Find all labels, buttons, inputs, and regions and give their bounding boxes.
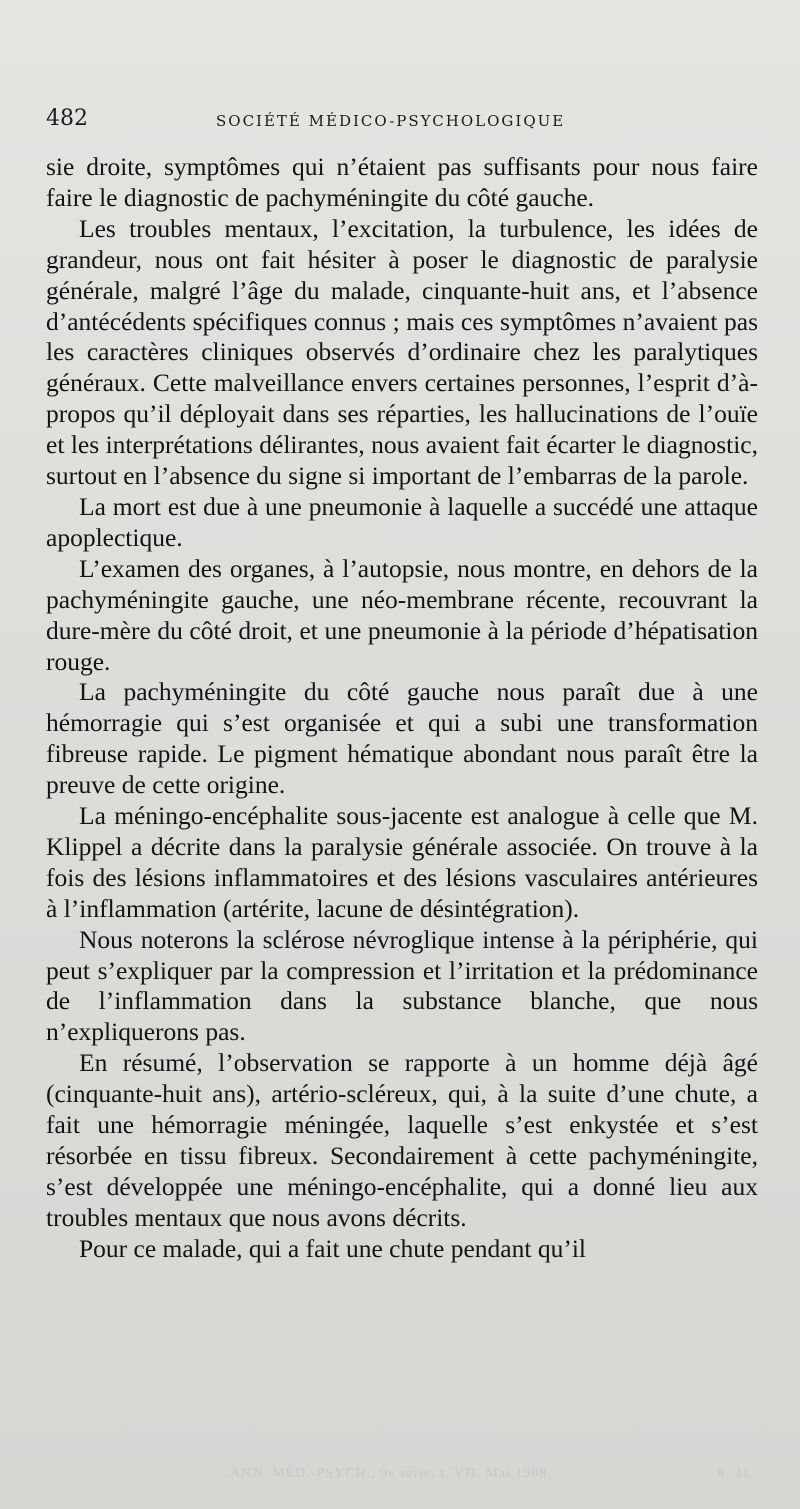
footer-note: ANN. MÉD.-PSYCH., 9e série, t. VII. Mai 1908. — [230, 1466, 552, 1481]
paragraph: Nous noterons la sclérose névroglique intense à la périphérie, qui peut s’expliquer par la compression et l’irritation et la prédominance de l’inflammation dans la substance blanche, que nous n’expliquerons pas. — [46, 924, 758, 1047]
paragraph: Pour ce malade, qui a fait une chute pendant qu’il — [79, 1233, 586, 1263]
page-footer — [230, 1466, 750, 1482]
paragraph: En résumé, l’observation se rapporte à un homme déjà âgé (cinquante-huit ans), artério-scléreux, qui, à la suite d’une chute, a fait une hémorragie méningée, laquelle s’est enkystée et s’est résorbée en tissu fibreux. Secondairement à cette pachyméningite, s’est développée une méningo-encéphalite, qui a donné lieu aux troubles mentaux que nous avons décrits. — [46, 1048, 758, 1232]
paragraph: Les troubles mentaux, l’excitation, la turbulence, les idées de grandeur, nous ont fait hésiter à poser le diagnostic de paralysie générale, malgré l’âge du malade, cinquante-huit ans, et l’absence d’antécédents spécifiques connus ; mais ces symptômes n’avaient pas les caractères cliniques observés d’ordinaire chez les paralytiques généraux. Cette malveillance envers certaines personnes, l’esprit d’à-propos qu’il déployait dans ses réparties, les hallucinations de l’ouïe et les interprétations délirantes, nous avaient fait écarter le diagnostic, surtout en l’absence du signe si important de l’embarras de la parole. — [46, 213, 758, 491]
paragraph: L’examen des organes, à l’autopsie, nous montre, en dehors de la pachyméningite gauche, une néo-membrane récente, recouvrant la dure-mère du côté droit, et une pneumonie à la période d’hépatisation rouge. — [46, 553, 758, 676]
page-header — [46, 106, 756, 136]
body-text — [46, 152, 758, 1265]
signature-mark: 8. 31 — [717, 1466, 750, 1481]
paragraph: La mort est due à une pneumonie à laquelle a succédé une attaque apoplectique. — [46, 491, 758, 552]
page-number: 482 — [46, 106, 88, 131]
paragraph: La méningo-encéphalite sous-jacente est analogue à celle que M. Klippel a décrite dans la paralysie générale associée. On trouve à la fois des lésions inflammatoires et des lésions vasculaires antérieures à l’inflammation (artérite, lacune de désintégration). — [46, 801, 758, 923]
paragraph: La pachyméningite du côté gauche nous paraît due à une hémorragie qui s’est organisée et qui a subi une transformation fibreuse rapide. Le pigment hématique abondant nous paraît être la preuve de cette origine. — [46, 677, 758, 800]
running-head: SOCIÉTÉ MÉDICO-PSYCHOLOGIQUE — [216, 112, 566, 130]
paragraph: sie droite, symptômes qui n’étaient pas suffisants pour nous faire faire le diagnostic de pachyméningite du côté gauche. — [46, 152, 758, 212]
